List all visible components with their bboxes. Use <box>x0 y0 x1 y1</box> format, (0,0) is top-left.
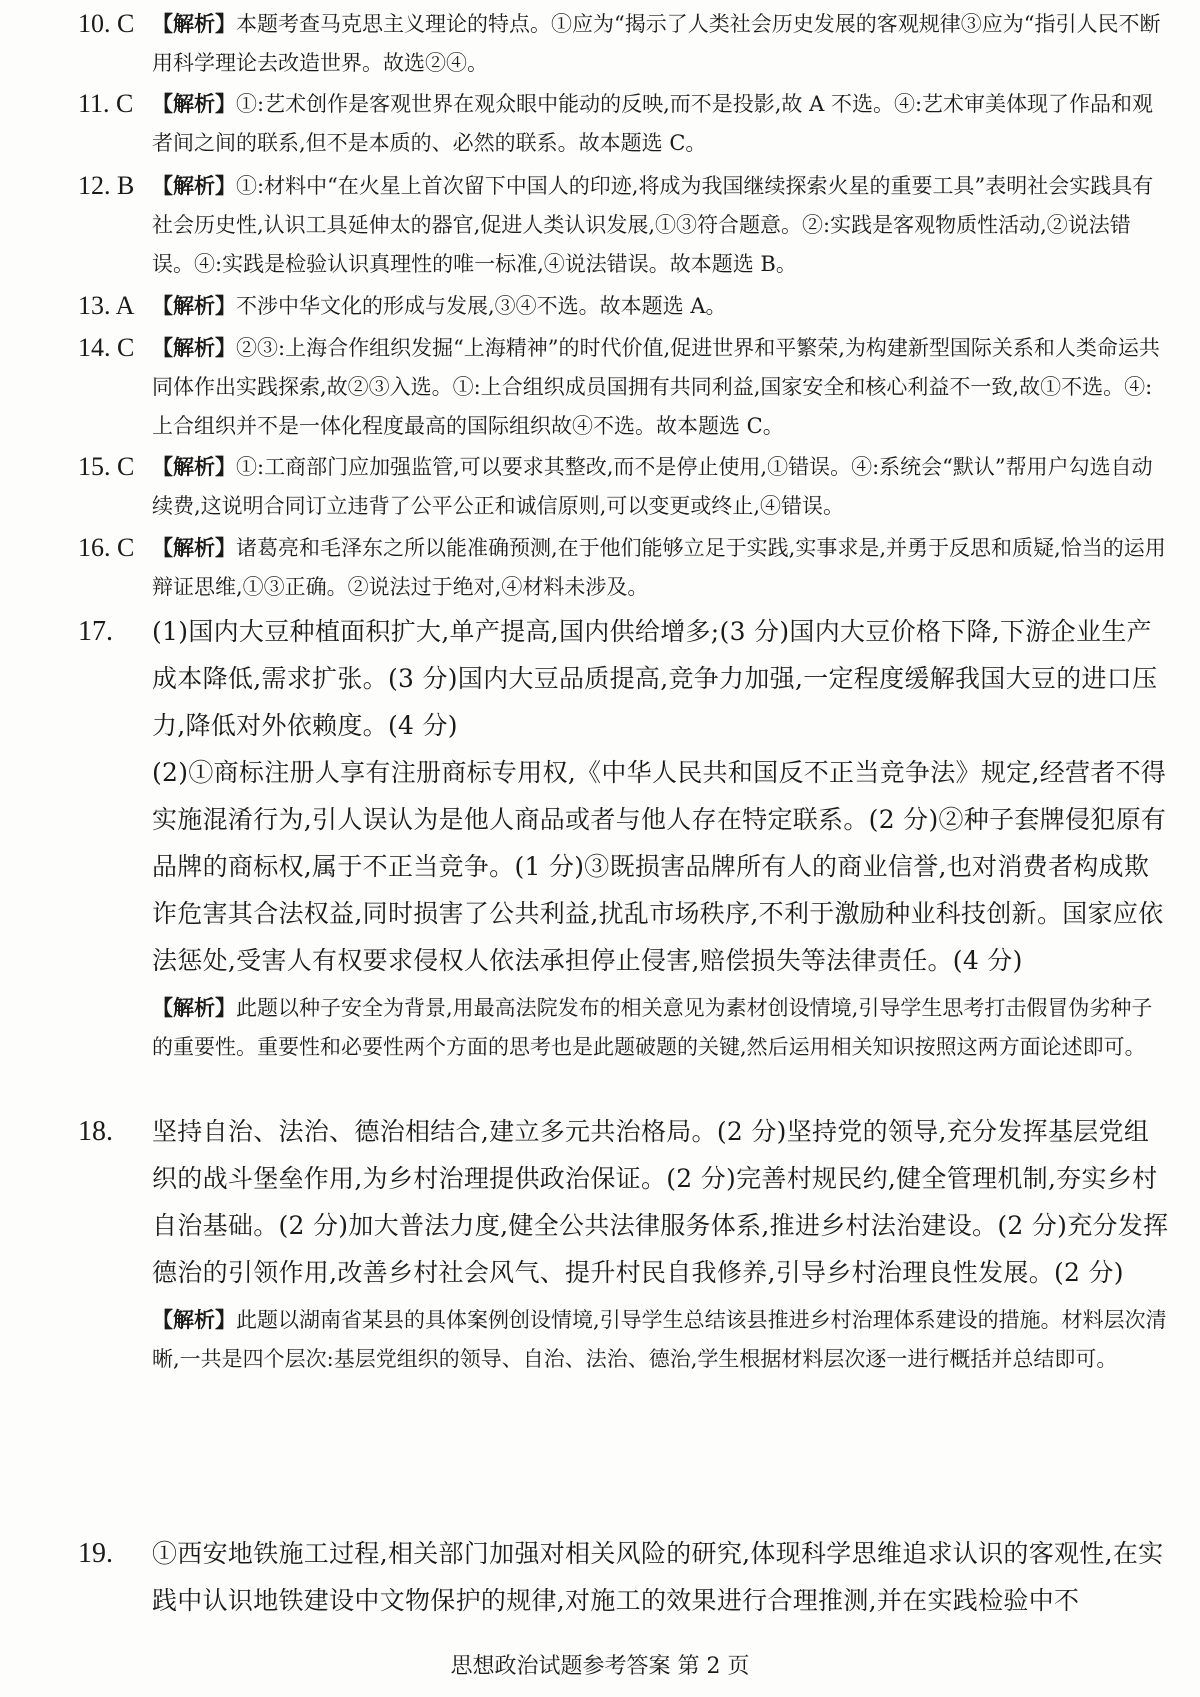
analysis-tag: 【解析】 <box>152 173 236 198</box>
item-number: 19. <box>78 1538 113 1569</box>
item-number: 16. C <box>78 533 135 562</box>
item-text: ①:工商部门应加强监管,可以要求其整改,而不是停止使用,①错误。④:系统会“默认”帮用户勾选自动续费,这说明合同订立违背了公平公正和诚信原则,可以变更或终止,④错误。 <box>152 455 1153 518</box>
analysis-tag: 【解析】 <box>152 335 236 360</box>
analysis-tag: 【解析】 <box>152 535 236 560</box>
analysis-note <box>152 1300 1170 1379</box>
analysis-text: 此题以种子安全为背景,用最高法院发布的相关意见为素材创设情境,引导学生思考打击假冒伪劣种子的重要性。重要性和必要性两个方面的思考也是此题破题的关键,然后运用相关知识按照这两方面论述即可。 <box>152 996 1153 1059</box>
item-number: 15. C <box>78 452 135 481</box>
answer-text: ①西安地铁施工过程,相关部门加强对相关风险的研究,体现科学思维追求认识的客观性,在实践中认识地铁建设中文物保护的规律,对施工的效果进行合理推测,并在实践检验中不 <box>152 1539 1164 1615</box>
answer-item-10 <box>78 4 1170 83</box>
item-text: ①:材料中“在火星上首次留下中国人的印迹,将成为我国继续探索火星的重要工具”表明社会实践具有社会历史性,认识工具延伸太的器官,促进人类认识发展,①③符合题意。②:实践是客观物质性活动,②说法错误。④:实践是检验认识真理性的唯一标准,④说法错误。故本题选 B。 <box>152 174 1154 276</box>
answer-part-1: (1)国内大豆种植面积扩大,单产提高,国内供给增多;(3 分)国内大豆价格下降,下游企业生产成本降低,需求扩张。(3 分)国内大豆品质提高,竞争力加强,一定程度缓解我国大豆的进口压力,降低对外依赖度。(4 分) <box>152 617 1158 740</box>
item-text: ②③:上海合作组织发掘“上海精神”的时代价值,促进世界和平繁荣,为构建新型国际关系和人类命运共同体作出实践探索,故②③入选。①:上合组织成员国拥有共同利益,国家安全和核心利益不一致,故①不选。④:上合组织并不是一体化程度最高的国际组织故④不选。故本题选 C。 <box>152 336 1160 438</box>
analysis-note <box>152 988 1170 1067</box>
item-text: ①:艺术创作是客观世界在观众眼中能动的反映,而不是投影,故 A 不选。④:艺术审美体现了作品和观者间之间的联系,但不是本质的、必然的联系。故本题选 C。 <box>152 92 1154 155</box>
analysis-tag: 【解析】 <box>152 91 236 116</box>
analysis-tag: 【解析】 <box>152 995 236 1020</box>
analysis-tag: 【解析】 <box>152 11 236 36</box>
item-number: 14. C <box>78 333 135 362</box>
item-text: 不涉中华文化的形成与发展,③④不选。故本题选 A。 <box>236 294 727 318</box>
item-number: 12. B <box>78 171 135 200</box>
answer-part-2: (2)①商标注册人享有注册商标专用权,《中华人民共和国反不正当竞争法》规定,经营者不得实施混淆行为,引人误认为是他人商品或者与他人存在特定联系。(2 分)②种子套牌侵犯原有品牌的商标权,属于不正当竞争。(1 分)③既损害品牌所有人的商业信誉,也对消费者构成欺诈危害其合法权益,同时损害了公共利益,扰乱市场秩序,不利于激励种业科技创新。国家应依法惩处,受害人有权要求侵权人依法承担停止侵害,赔偿损失等法律责任。(4 分) <box>152 758 1167 975</box>
answer-item-11 <box>78 84 1170 163</box>
answer-text: 坚持自治、法治、德治相结合,建立多元共治格局。(2 分)坚持党的领导,充分发挥基层党组织的战斗堡垒作用,为乡村治理提供政治保证。(2 分)完善村规民约,健全管理机制,夯实乡村自治基础。(2 分)加大普法力度,健全公共法律服务体系,推进乡村法治建设。(2 分)充分发挥德治的引领作用,改善乡村社会风气、提升村民自我修养,引导乡村治理良性发展。(2 分) <box>152 1117 1169 1287</box>
answer-item-12 <box>78 166 1170 284</box>
analysis-text: 此题以湖南省某县的具体案例创设情境,引导学生总结该县推进乡村治理体系建设的措施。材料层次清晰,一共是四个层次:基层党组织的领导、自治、法治、德治,学生根据材料层次逐一进行概括并总结即可。 <box>152 1308 1167 1371</box>
item-number: 11. C <box>78 89 134 118</box>
item-text: 诸葛亮和毛泽东之所以能准确预测,在于他们能够立足于实践,实事求是,并勇于反思和质疑,恰当的运用辩证思维,①③正确。②说法过于绝对,④材料未涉及。 <box>152 536 1166 599</box>
answer-item-16 <box>78 528 1170 607</box>
page-footer: 思想政治试题参考答案 第 2 页 <box>450 1654 750 1679</box>
item-number: 17. <box>78 616 113 647</box>
analysis-tag: 【解析】 <box>152 1307 236 1332</box>
answer-item-19 <box>78 1530 1170 1624</box>
answer-item-13 <box>78 286 1170 326</box>
item-number: 18. <box>78 1116 113 1147</box>
answer-item-18 <box>78 1108 1170 1379</box>
analysis-tag: 【解析】 <box>152 293 236 318</box>
answer-item-15 <box>78 447 1170 526</box>
answer-item-14 <box>78 328 1170 446</box>
item-text: 本题考查马克思主义理论的特点。①应为“揭示了人类社会历史发展的客观规律③应为“指引人民不断用科学理论去改造世界。故选②④。 <box>152 12 1161 75</box>
answer-item-17 <box>78 608 1170 1067</box>
item-number: 13. A <box>78 291 135 320</box>
analysis-tag: 【解析】 <box>152 454 236 479</box>
item-number: 10. C <box>78 9 135 38</box>
